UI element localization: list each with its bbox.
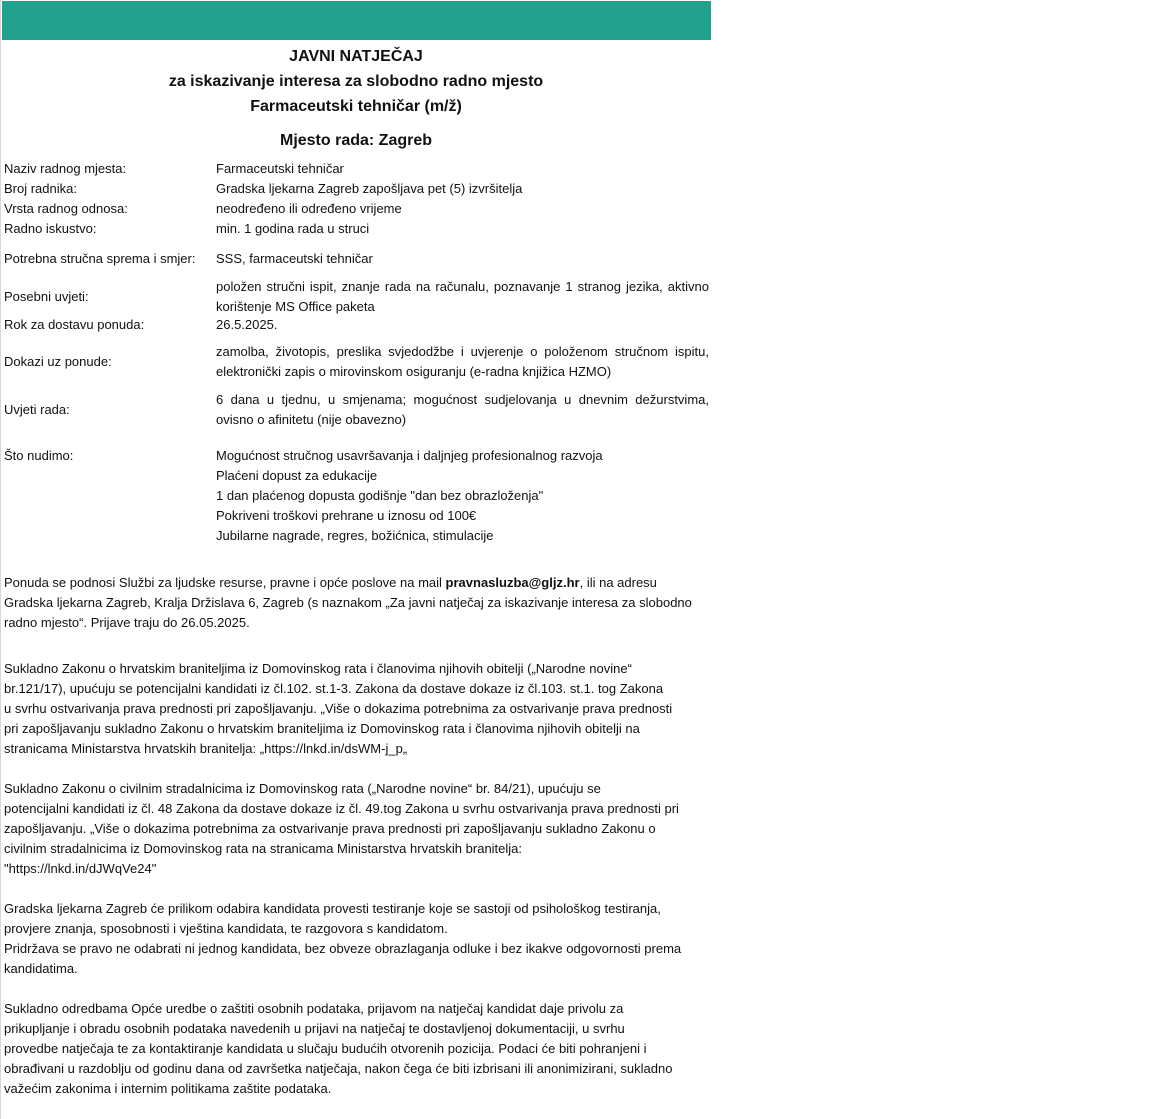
privacy-line: obrađivani u razdoblju od godinu dana od završetka natječaja, nakon čega će biti izbrisani ili anonimizirani, sukladno: [4, 1061, 673, 1076]
submission-paragraph: [4, 573, 709, 633]
veterans-paragraph: [4, 659, 709, 759]
veterans-line: u svrhu ostvarivanja prava prednosti pri zapošljavanju. „Više o dokazima potrebnima za ostvarivanje prava prednosti: [4, 701, 673, 716]
submission-text: Ponuda se podnosi Službi za ljudske resurse, pravne i opće poslove na mail: [4, 575, 446, 590]
veterans-line: pri zapošljavanju sukladno Zakonu o hrvatskim braniteljima iz Domovinskog rata i članovima njihovih obitelji na: [4, 721, 640, 736]
label-vrsta: Vrsta radnog odnosa:: [4, 201, 128, 216]
value-posebni: položen stručni ispit, znanje rada na računalu, poznavanje 1 stranog jezika, aktivno korištenje MS Office paketa: [216, 279, 709, 314]
label-posebni: Posebni uvjeti:: [4, 289, 89, 304]
title-main: JAVNI NATJEČAJ: [289, 48, 423, 65]
value-broj: Gradska ljekarna Zagreb zapošljava pet (5) izvršitelja: [216, 181, 523, 196]
veterans-line: stranicama Ministarstva hrvatskih branitelja: „https://lnkd.in/dsWM-j_p„: [4, 741, 408, 756]
value-uvjeti: 6 dana u tjednu, u smjenama; mogućnost sudjelovanja u dnevnim dežurstvima, ovisno o afinitetu (nije obavezno): [216, 392, 709, 427]
submission-line: Gradska ljekarna Zagreb, Kralja Držislava 6, Zagreb (s naznakom „Za javni natječaj za iskazivanje interesa za slobodno: [4, 595, 692, 610]
value-vrsta: neodređeno ili određeno vrijeme: [216, 201, 402, 216]
title-position: Farmaceutski tehničar (m/ž): [250, 98, 462, 115]
privacy-paragraph: [4, 999, 709, 1099]
civilian-line: civilnim stradalnicima iz Domovinskog rata na stranicama Ministarstva hrvatskih branitelja:: [4, 841, 523, 856]
header-banner: [2, 1, 711, 40]
civilian-victims-paragraph: [4, 779, 709, 879]
offer-item: Mogućnost stručnog usavršavanja i daljnjeg profesionalnog razvoja: [216, 448, 603, 463]
offer-item: Jubilarne nagrade, regres, božićnica, stimulacije: [216, 528, 494, 543]
label-nudimo: Što nudimo:: [4, 448, 74, 463]
submission-text-end: , ili na adresu: [579, 575, 657, 590]
value-iskustvo: min. 1 godina rada u struci: [216, 221, 370, 236]
value-naziv: Farmaceutski tehničar: [216, 161, 344, 176]
offer-item: Pokriveni troškovi prehrane u iznosu od 100€: [216, 508, 477, 523]
title-location: Mjesto rada: Zagreb: [279, 132, 433, 149]
offer-item: Plaćeni dopust za edukacije: [216, 468, 378, 483]
veterans-line: Sukladno Zakonu o hrvatskim braniteljima iz Domovinskog rata i članovima njihovih obitelji („Narodne novine“: [4, 661, 632, 676]
selection-line: provjere znanja, sposobnosti i vještina kandidata, te razgovora s kandidatom.: [4, 921, 448, 936]
selection-line: Gradska ljekarna Zagreb će prilikom odabira kandidata provesti testiranje koje se sastoji od psihološkog testiranja,: [4, 901, 661, 916]
civilian-line: Sukladno Zakonu o civilnim stradalnicima iz Domovinskog rata („Narodne novine“ br. 84/21), upućuju se: [4, 781, 601, 796]
civilian-line: zapošljavanju. „Više o dokazima potrebnima za ostvarivanje prava prednosti pri zapošljavanju sukladno Zakonu o: [4, 821, 656, 836]
selection-line: Pridržava se pravo ne odabrati ni jednog kandidata, bez obveze obrazlaganja odluke i bez ikakve odgovornosti prema: [4, 941, 682, 956]
label-dokazi: Dokazi uz ponude:: [4, 354, 112, 369]
value-rok: 26.5.2025.: [216, 317, 278, 332]
selection-line: kandidatima.: [4, 961, 78, 976]
label-uvjeti: Uvjeti rada:: [4, 402, 70, 417]
label-sprema: Potrebna stručna sprema i smjer:: [4, 251, 196, 266]
offer-list: [216, 446, 709, 546]
civilian-line: potencijalni kandidati iz čl. 48 Zakona da dostave dokaze iz čl. 49.tog Zakona u svrhu ostvarivanja prava prednosti pri: [4, 801, 679, 816]
privacy-line: važećim zakonima i internim politikama zaštite podataka.: [4, 1081, 332, 1096]
label-rok: Rok za dostavu ponuda:: [4, 317, 145, 332]
label-broj: Broj radnika:: [4, 181, 77, 196]
value-sprema: SSS, farmaceutski tehničar: [216, 251, 373, 266]
veterans-line: br.121/17), upućuju se potencijalni kandidati iz čl.102. st.1-3. Zakona da dostave dokaze iz čl.103. st.1. tog Zakona: [4, 681, 664, 696]
offer-item: 1 dan plaćenog dopusta godišnje "dan bez obrazloženja": [216, 488, 544, 503]
selection-paragraph: [4, 899, 709, 979]
email-link[interactable]: pravnasluzba@gljz.hr: [445, 575, 580, 590]
label-iskustvo: Radno iskustvo:: [4, 221, 97, 236]
submission-line: radno mjesto“. Prijave traju do 26.05.2025.: [4, 615, 250, 630]
privacy-line: provedbe natječaja te za kontaktiranje kandidata u slučaju budućih otvorenih pozicija. Podaci će biti pohranjeni i: [4, 1041, 647, 1056]
title-subtitle: za iskazivanje interesa za slobodno radno mjesto: [168, 73, 544, 90]
privacy-line: Sukladno odredbama Opće uredbe o zaštiti osobnih podataka, prijavom na natječaj kandidat daje privolu za: [4, 1001, 624, 1016]
label-naziv: Naziv radnog mjesta:: [4, 161, 127, 176]
value-dokazi: zamolba, životopis, preslika svjedodžbe i uvjerenje o položenom stručnom ispitu, elektronički zapis o mirovinskom osiguranju (e-radna knjižica HZMO): [216, 344, 709, 379]
privacy-line: prikupljanje i obradu osobnih podataka navedenih u prijavi na natječaj te dostavljenoj dokumentaciji, u svrhu: [4, 1021, 625, 1036]
civilian-line: "https://lnkd.in/dJWqVe24": [4, 861, 157, 876]
